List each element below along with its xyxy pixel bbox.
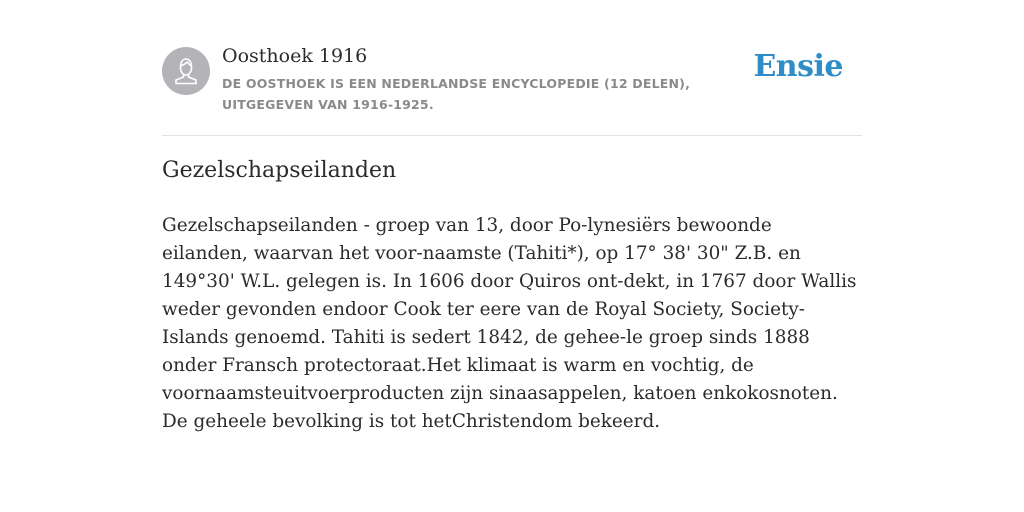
content-container [162,0,862,432]
source-description: DE OOSTHOEK IS EEN NEDERLANDSE ENCYCLOPEDIE (12 DELEN), UITGEGEVEN VAN 1916-1925. [222,76,691,112]
ensie-logo[interactable]: Ensie [753,49,843,84]
source-title[interactable]: Oosthoek 1916 [222,45,368,67]
user-icon [162,47,210,95]
source-avatar[interactable] [162,47,210,95]
entry-body: Gezelschapseilanden - groep van 13, door Po-lynesiërs bewoonde eilanden, waarvan het voor-naamste (Tahiti*), op 17° 38' 30" Z.B. en 149°30' W.L. gelegen is. In 1606 door Quiros ont-dekt, in 1767 door Wallis weder gevonden endoor Cook ter eere van de Royal Society, Society-Islands genoemd. Tahiti is sedert 1842, de gehee-le groep sinds 1888 onder Fransch protectoraat.Het klimaat is warm en vochtig, de voornaamsteuitvoerproducten zijn sinaasappelen, katoen enkokosnoten. De geheele bevolking is tot hetChristendom bekeerd. [162,215,857,432]
entry-title: Gezelschapseilanden [162,158,397,183]
source-header [162,0,862,136]
